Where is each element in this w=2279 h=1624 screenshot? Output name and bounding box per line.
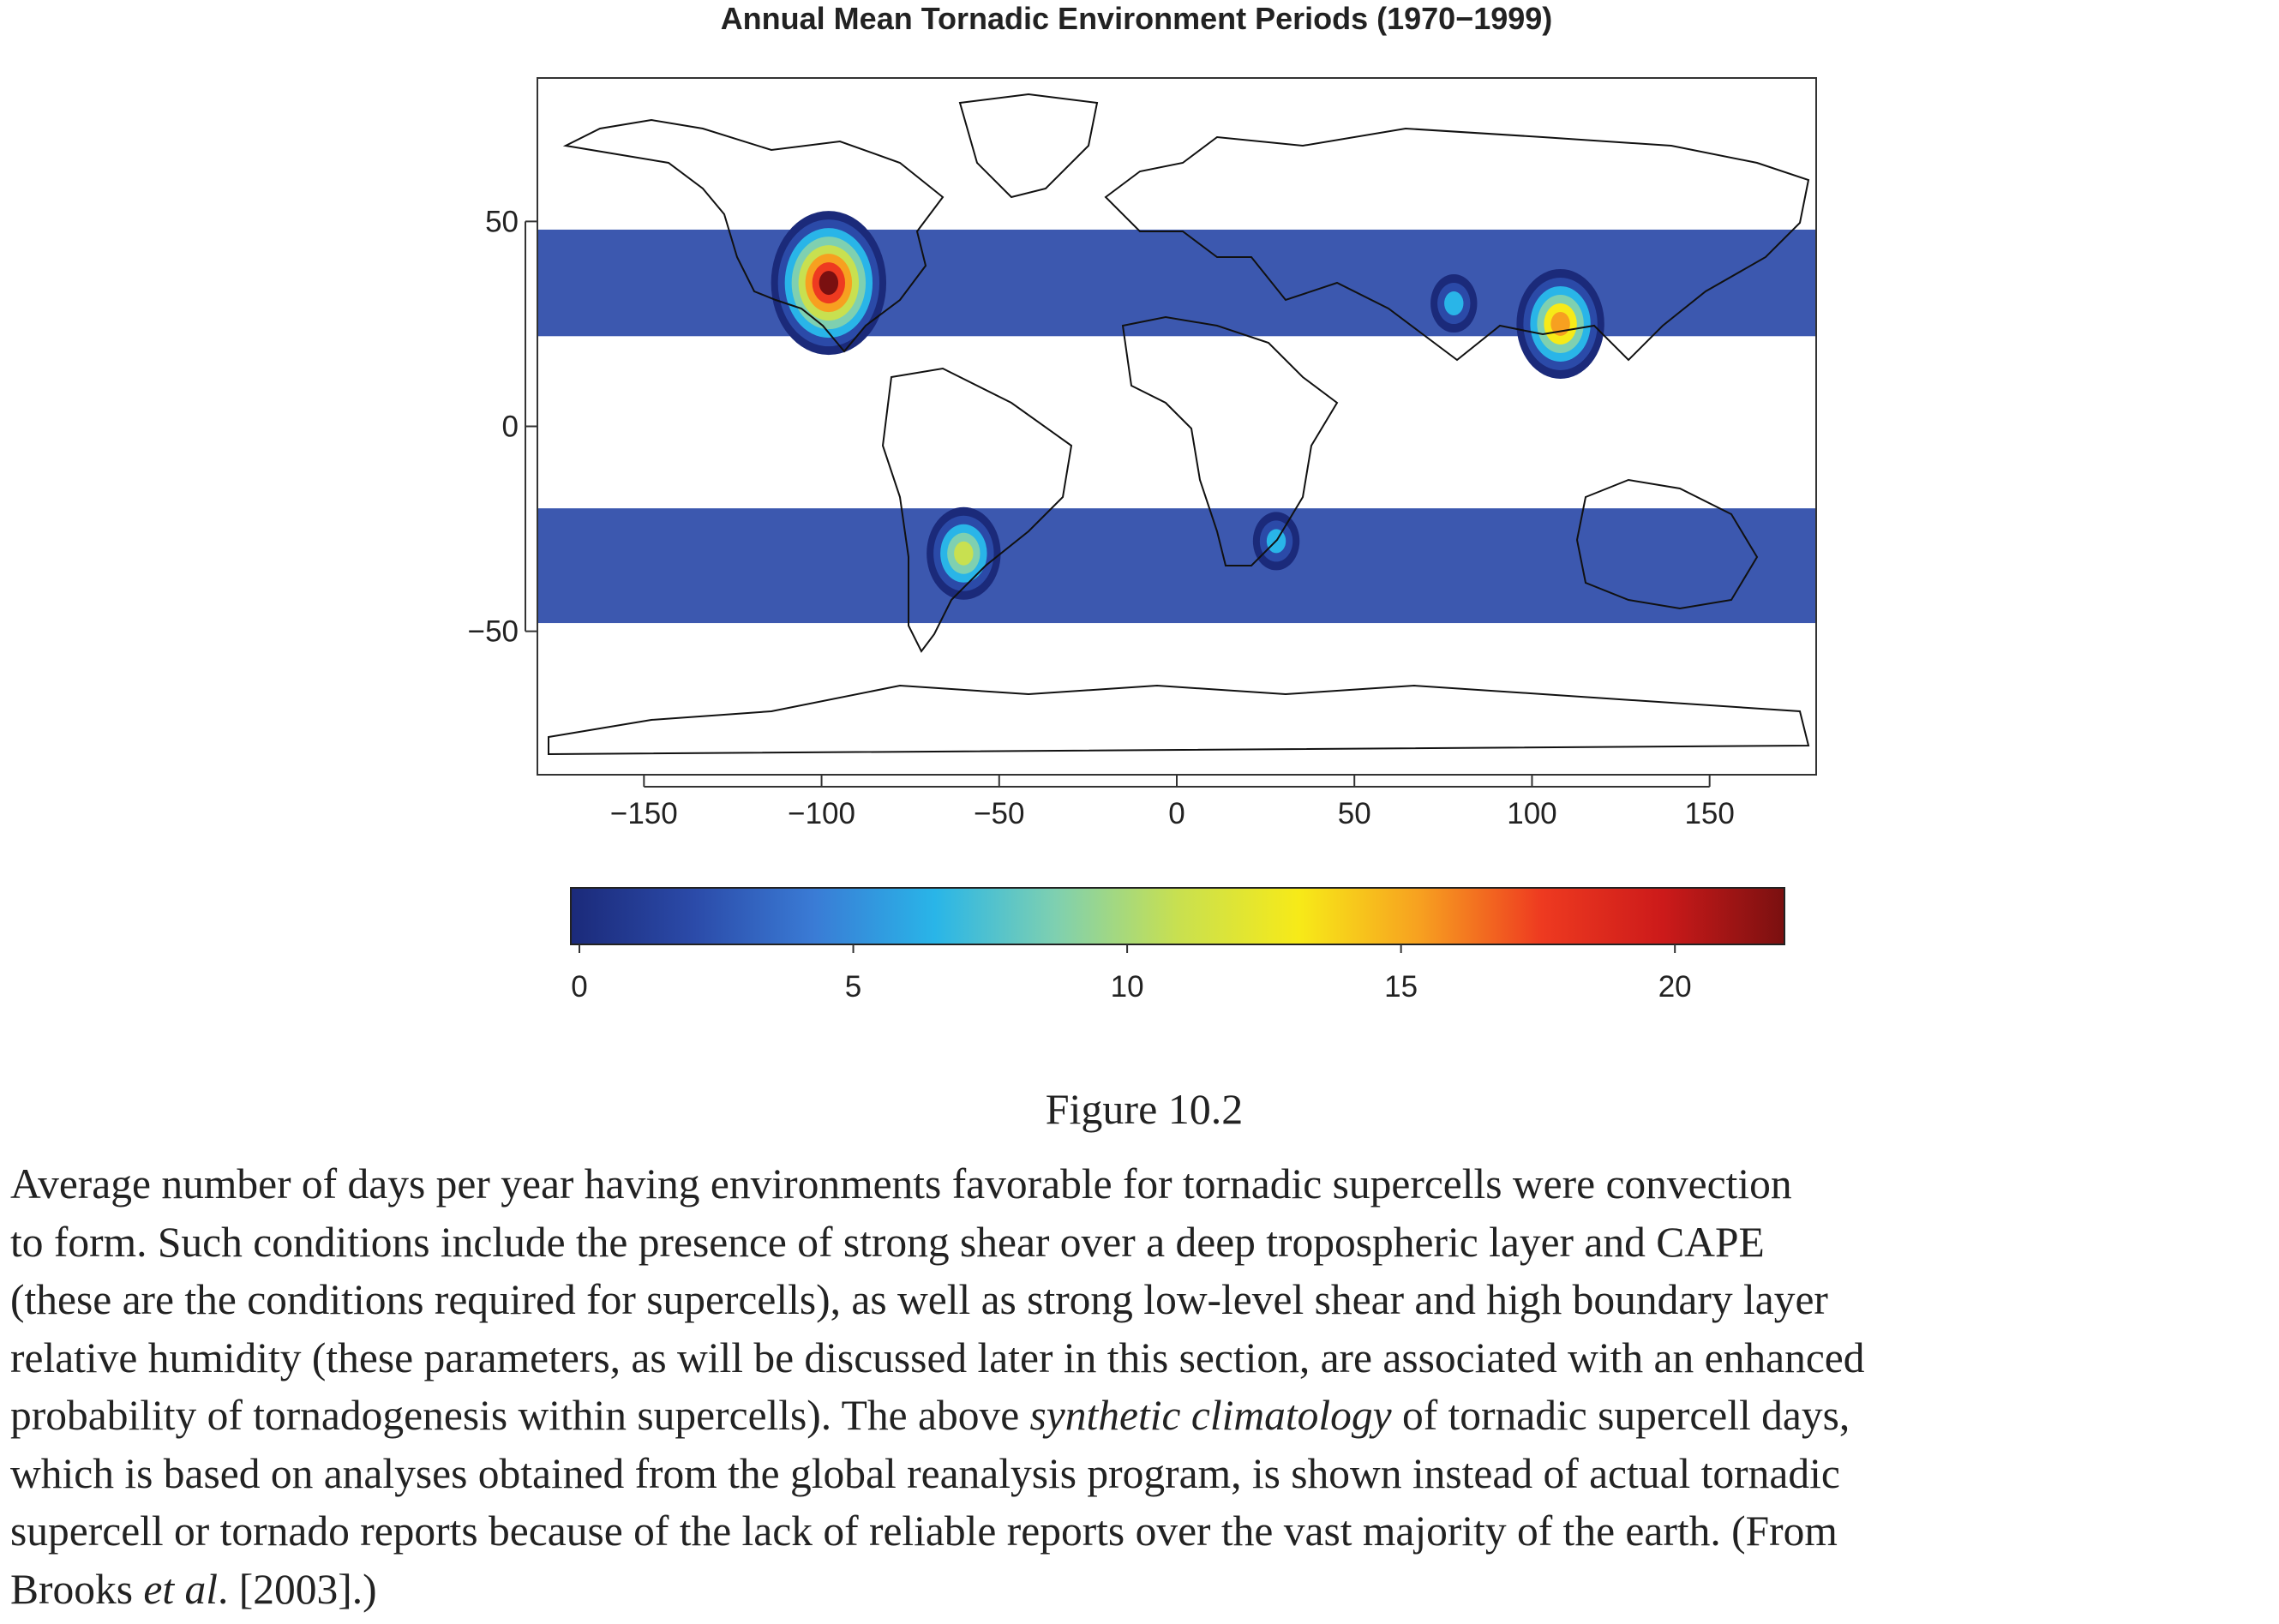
environment-band-1 [537, 508, 1816, 623]
y-tick-label: 50 [485, 205, 519, 239]
x-tick-label: 100 [1507, 797, 1557, 830]
x-tick-label: 150 [1684, 797, 1735, 830]
caption-text: probability of tornadogenesis within supercells). The above [10, 1392, 1030, 1439]
y-tick-label: 0 [501, 410, 519, 444]
caption-line-5 [10, 1387, 2273, 1445]
colorbar [571, 888, 1784, 1004]
x-tick-label: −150 [609, 797, 678, 830]
caption-text: . [2003].) [218, 1565, 377, 1613]
x-tick-label: 0 [1168, 797, 1185, 830]
colorbar-gradient [571, 888, 1784, 944]
x-tick-label: 50 [1337, 797, 1371, 830]
caption-line-4: relative humidity (these parameters, as will be discussed later in this section, are associated with an enhanced [10, 1333, 1865, 1381]
y-axis [468, 205, 537, 648]
caption-line-2: to form. Such conditions include the presence of strong shear over a deep tropospheric layer and CAPE [10, 1218, 1765, 1266]
caption-line-1: Average number of days per year having environments favorable for tornadic supercells were convection [10, 1160, 1792, 1208]
x-tick-label: −50 [974, 797, 1025, 830]
caption-line-7: supercell or tornado reports because of the lack of reliable reports over the vast majority of the earth. (From [10, 1507, 1838, 1555]
colorbar-tick-label: 0 [571, 970, 588, 1004]
caption-emphasis: synthetic climatology [1029, 1392, 1392, 1439]
caption-line-8 [10, 1561, 2273, 1619]
x-tick-label: −100 [788, 797, 855, 830]
figure-label: Figure 10.2 [1045, 1085, 1244, 1133]
colorbar-tick-label: 10 [1110, 970, 1144, 1004]
caption-line-6: which is based on analyses obtained from the global reanalysis program, is shown instead of actual tornadic [10, 1449, 1840, 1497]
caption-text: of tornadic supercell days, [1391, 1392, 1850, 1439]
colorbar-tick-label: 20 [1658, 970, 1692, 1004]
caption-emphasis: et al [143, 1565, 218, 1613]
hotspot-1 [1516, 269, 1604, 379]
figure-caption [10, 1155, 2273, 1618]
caption-line-3: (these are the conditions required for supercells), as well as strong low-level shear and high boundary layer [10, 1276, 1828, 1323]
caption-text: Brooks [10, 1565, 144, 1613]
hotspot-4 [1430, 274, 1477, 333]
chart-title: Annual Mean Tornadic Environment Periods (1970−1999) [720, 1, 1553, 36]
plot-background [537, 78, 1816, 775]
map-plot-area [537, 78, 1816, 775]
colorbar-ticks [571, 944, 1691, 1004]
hotspot-2 [927, 507, 1000, 600]
colorbar-tick-label: 5 [844, 970, 862, 1004]
y-tick-label: −50 [467, 614, 519, 649]
environment-band-0 [537, 230, 1816, 336]
x-axis [610, 775, 1735, 830]
colorbar-tick-label: 15 [1384, 970, 1418, 1004]
